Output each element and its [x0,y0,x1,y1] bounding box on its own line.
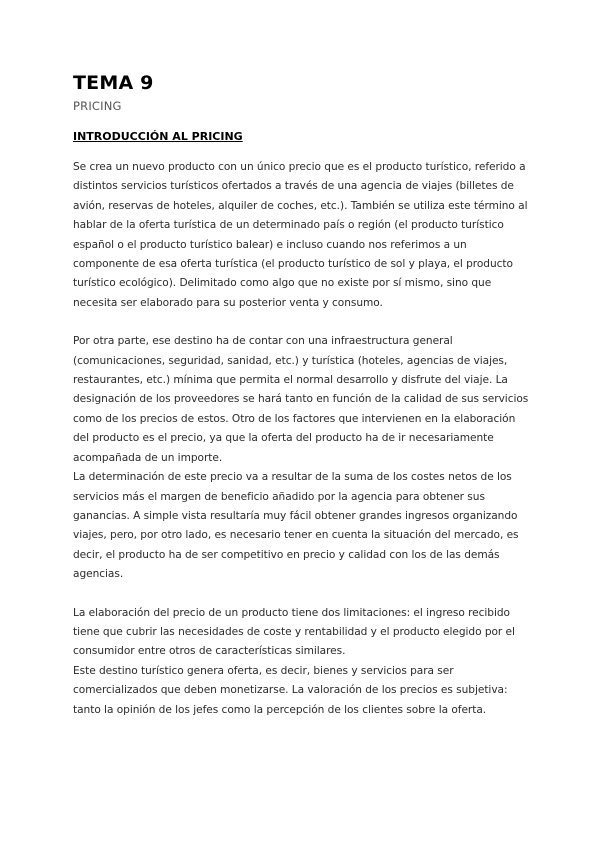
document-title: TEMA 9 [73,72,154,94]
paragraph-2: Por otra parte, ese destino ha de contar con una infraestructura general (comunicaciones, seguridad, sanidad, etc.) y turística (hoteles, agencias de viajes, restaurantes, etc.) mínima que permita el normal desarrollo y disfrute del viaje. La designación de los proveedores se hará tanto en función de la calidad de sus servicios como de los precios de estos. Otro de los factores que intervienen en la elaboración del producto es el precio, ya que la oferta del producto ha de ir necesariamente acompañada de un importe. [73,335,529,464]
paragraph-5: Este destino turístico genera oferta, es decir, bienes y servicios para ser comercializados que deben monetizarse. La valoración de los precios es subjetiva: tanto la opinión de los jefes como la percepción de los clientes sobre la oferta. [73,664,508,716]
document-page [73,72,533,720]
paragraph-3: La determinación de este precio va a resultar de la suma de los costes netos de los servicios más el margen de beneficio añadido por la agencia para obtener sus ganancias. A simple vista resultaría muy fácil obtener grandes ingresos organizando viajes, pero, por otro lado, es necesario tener en cuenta la situación del mercado, es decir, el producto ha de ser competitivo en precio y calidad con los de las demás agencias. [73,471,519,581]
paragraph-1: Se crea un nuevo producto con un único precio que es el producto turístico, referido a distintos servicios turísticos ofertados a través de una agencia de viajes (billetes de avión, reservas de hoteles, alquiler de coches, etc.). También se utiliza este término al hablar de la oferta turística de un determinado país o región (el producto turístico español o el producto turístico balear) e incluso cuando nos referimos a un componente de esa oferta turística (el producto turístico de sol y playa, el producto turístico ecológico). Delimitado como algo que no existe por sí mismo, sino que necesita ser elaborado para su posterior venta y consumo. [73,161,528,309]
paragraph-4: La elaboración del precio de un producto tiene dos limitaciones: el ingreso recibido tiene que cubrir las necesidades de coste y rentabilidad y el producto elegido por el consumidor entre otros de características similares. [73,606,515,658]
document-subtitle: PRICING [73,99,122,113]
section-heading: INTRODUCCIÓN AL PRICING [73,130,243,143]
